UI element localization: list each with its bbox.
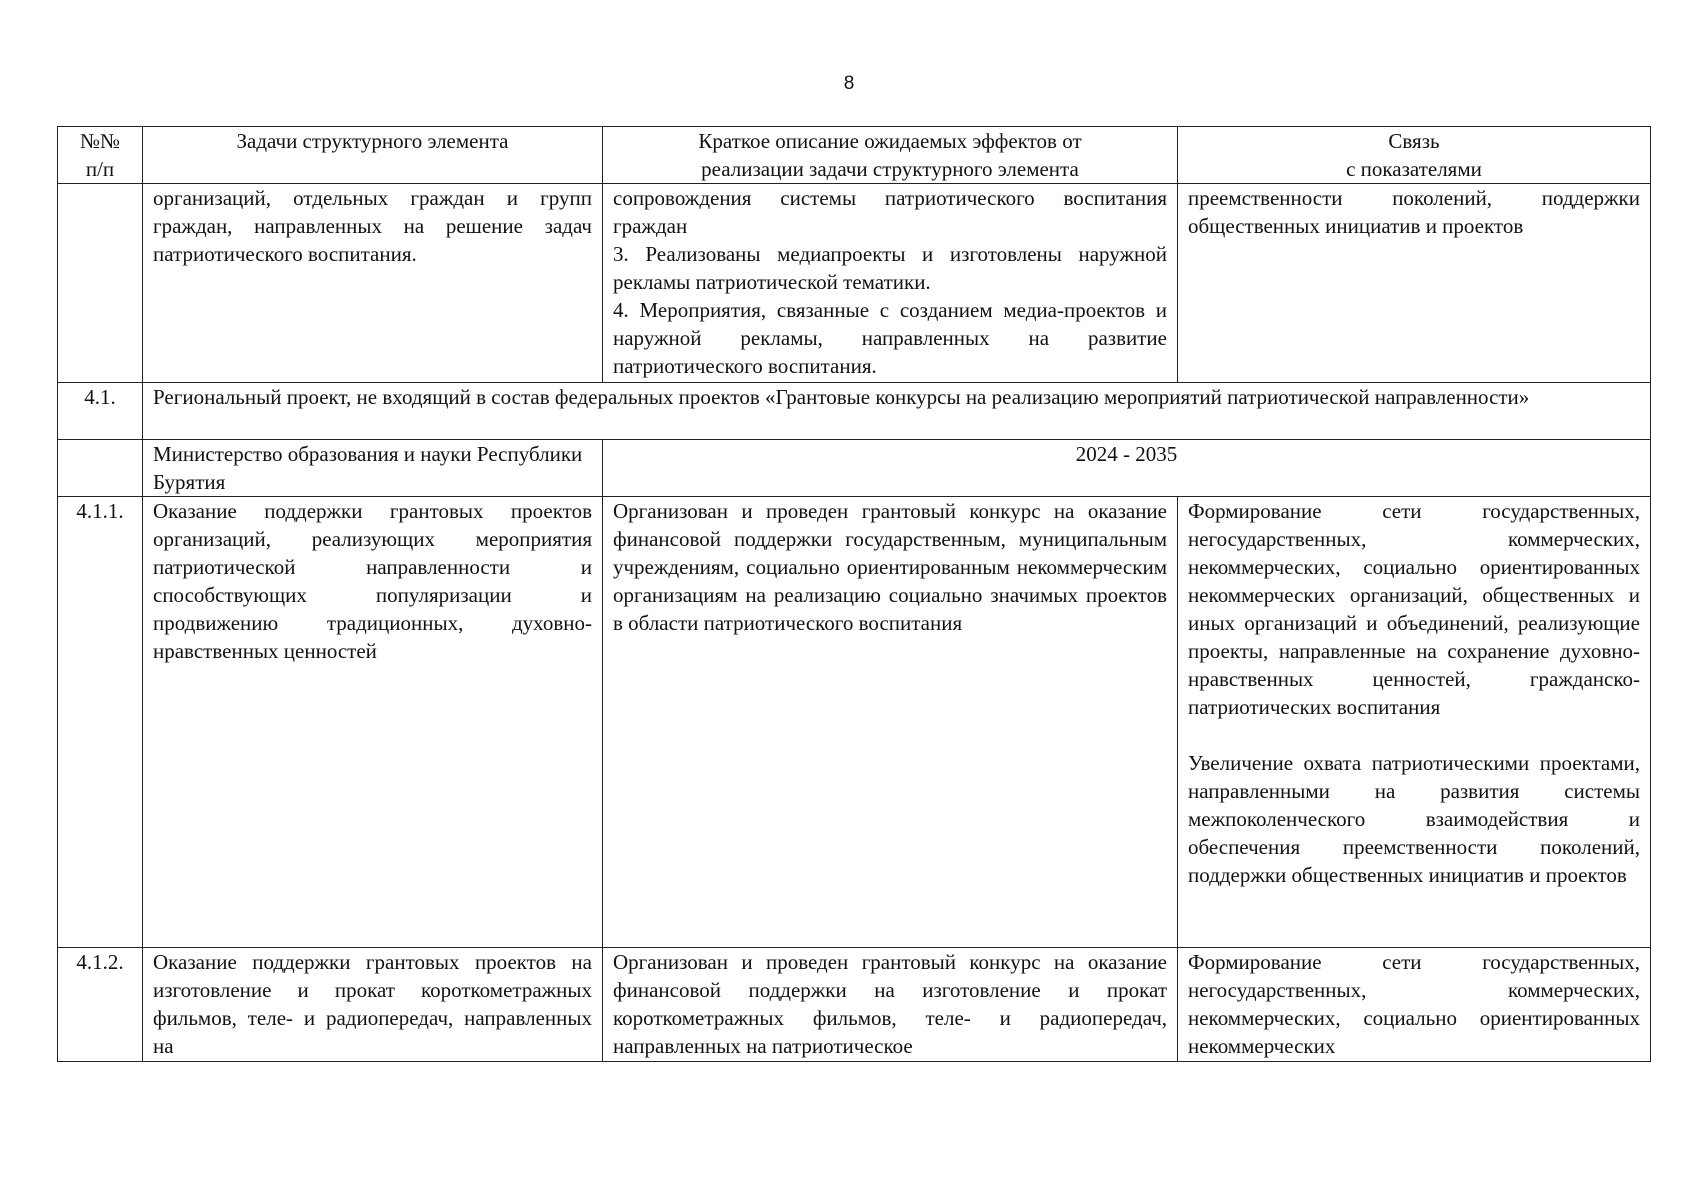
project-title: Региональный проект, не входящий в состав федеральных проектов «Грантовые конкурсы на реализацию мероприятий патриотической направленности» (143, 383, 1651, 440)
row-task: Оказание поддержки грантовых проектов на изготовление и прокат короткометражных фильмов, теле- и радиопередач, направленных на (143, 948, 603, 1062)
row-task: Оказание поддержки грантовых проектов организаций, реализующих мероприятия патриотической направленности и способствующих популяризации и продвижению традиционных, духовно-нравственных ценностей (143, 497, 603, 948)
row-link: преемственности поколений, поддержки общественных инициатив и проектов (1178, 184, 1651, 383)
header-effects: Краткое описание ожидаемых эффектов от реализации задачи структурного элемента (603, 127, 1178, 184)
header-num: №№ п/п (58, 127, 143, 184)
row-num: 4.1.2. (58, 948, 143, 1062)
row-link: Формирование сети государственных, негосударственных, коммерческих, некоммерческих, социально ориентированных некоммерческих организаций, общественных и иных организаций и объединений, реализующие проекты, направленные на сохранение духовно-нравственных ценностей, гражданско-патриотических воспитания Увеличение охвата патриотическими проектами, направленными на развития системы межпоколенческого взаимодействия и обеспечения преемственности поколений, поддержки общественных инициатив и проектов (1178, 497, 1651, 948)
row-effect: Организован и проведен грантовый конкурс на оказание финансовой поддержки на изготовление и прокат короткометражных фильмов, теле- и радиопередач, направленных на патриотическое (603, 948, 1178, 1062)
table-row-responsible (58, 440, 1651, 497)
table-row-4-1-1 (58, 497, 1651, 948)
table-row-project (58, 383, 1651, 440)
row-effect: сопровождения системы патриотического воспитания граждан 3. Реализованы медиапроекты и изготовлены наружной рекламы патриотической тематики. 4. Мероприятия, связанные с созданием медиа-проектов и наружной рекламы, направленных на развитие патриотического воспитания. (603, 184, 1178, 383)
row-effect: Организован и проведен грантовый конкурс на оказание финансовой поддержки государственным, муниципальным учреждениям, социально ориентированным некоммерческим организациям на реализацию социально значимых проектов в области патриотического воспитания (603, 497, 1178, 948)
header-link: Связь с показателями (1178, 127, 1651, 184)
table-header-row (58, 127, 1651, 184)
row-link: Формирование сети государственных, негосударственных, коммерческих, некоммерческих, социально ориентированных некоммерческих (1178, 948, 1651, 1062)
row-num: 4.1. (58, 383, 143, 440)
program-table (57, 126, 1651, 1062)
page-number: 8 (843, 73, 855, 94)
implementation-period: 2024 - 2035 (603, 440, 1651, 497)
responsible-org: Министерство образования и науки Республики Бурятия (143, 440, 603, 497)
table-row-4-1-2 (58, 948, 1651, 1062)
row-num: 4.1.1. (58, 497, 143, 948)
table-row-continued (58, 184, 1651, 383)
row-task: организаций, отдельных граждан и групп граждан, направленных на решение задач патриотического воспитания. (143, 184, 603, 383)
row-num (58, 440, 143, 497)
row-num (58, 184, 143, 383)
header-tasks: Задачи структурного элемента (143, 127, 603, 184)
